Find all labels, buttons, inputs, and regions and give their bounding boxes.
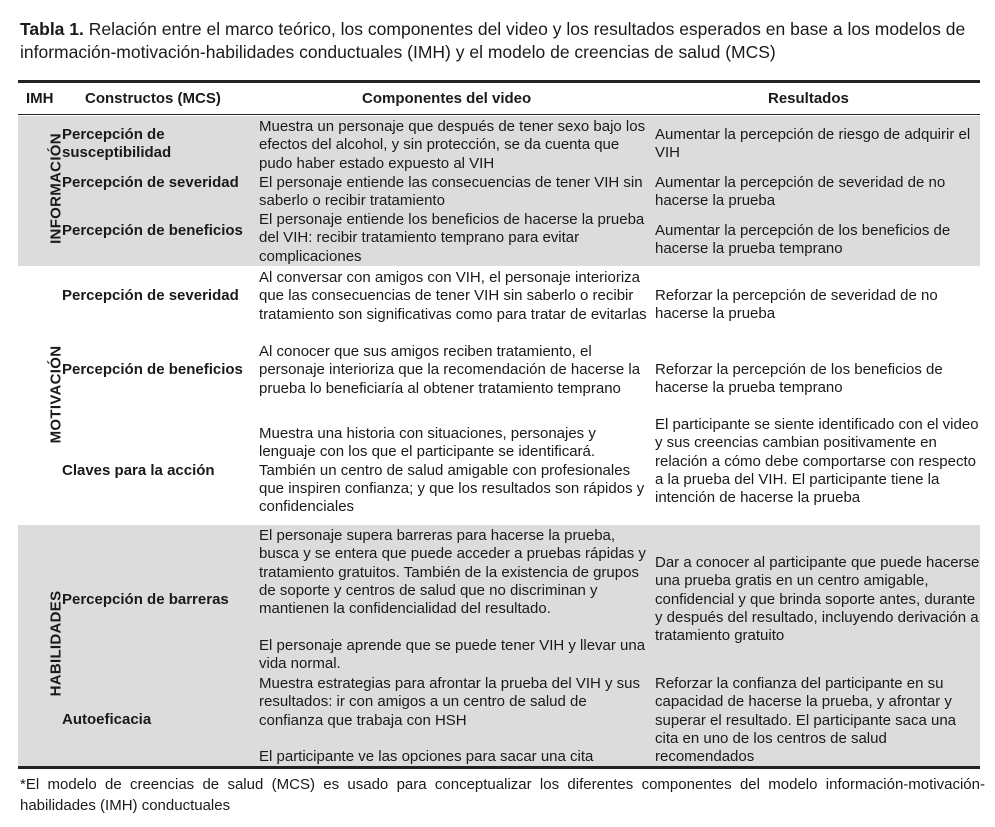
header-resultados: Resultados xyxy=(768,90,849,107)
construct-cell: Percepción de beneficios xyxy=(62,361,243,378)
construct-cell: Percepción de severidad xyxy=(62,174,239,191)
group-label-habilidades: HABILIDADES xyxy=(47,590,65,697)
result-cell: Reforzar la percepción de los beneficios de hacerse la prueba temprano xyxy=(655,361,943,397)
result-cell: El participante se siente identificado con el video y sus creencias cambian positivamente en relación a cómo debe comportarse con respecto a la prueba del VIH. El participante tiene la intención de hacerse la prueba xyxy=(655,416,979,507)
component-cell: El participante ve las opciones para sacar una cita xyxy=(259,748,594,765)
construct-cell: Claves para la acción xyxy=(62,462,215,479)
component-cell: Muestra estrategias para afrontar la prueba del VIH y sus resultados: ir con amigos a un centro de salud de confianza que trabaja con HSH xyxy=(259,675,641,729)
component-cell: Al conversar con amigos con VIH, el personaje interioriza que las consecuencias de tener VIH sin saberlo o recibir tratamiento son significativas como para tratar de evitarlas xyxy=(259,269,647,323)
header-componentes: Componentes del video xyxy=(362,90,532,107)
footnote: *El modelo de creencias de salud (MCS) es usado para conceptualizar los diferentes componentes del modelo información-motivación-habilidades (IMH) conductuales xyxy=(20,776,985,814)
result-cell: Reforzar la confianza del participante en su capacidad de hacerse la prueba, y afrontar y superar el resultado. El participante saca una cita en uno de los centros de salud recomendados xyxy=(655,675,957,766)
result-cell: Aumentar la percepción de los beneficios de hacerse la prueba temprano xyxy=(655,222,951,258)
component-cell: El personaje entiende los beneficios de hacerse la prueba del VIH: recibir tratamiento temprano para evitar complicaciones xyxy=(259,211,645,265)
group-label-motivacion: MOTIVACIÓN xyxy=(47,345,65,444)
component-cell: Al conocer que sus amigos reciben tratamiento, el personaje interioriza que la recomendación de hacerse la prueba lo beneficiaría al obtener tratamiento temprano xyxy=(259,343,641,397)
caption-label: Tabla 1. xyxy=(20,19,84,39)
result-cell: Dar a conocer al participante que puede hacerse una prueba gratis en un centro amigable, confidencial y que brinda soporte antes, durante y después del resultado, incluyendo derivación a tratamiento gratuito xyxy=(655,554,980,645)
table-caption xyxy=(20,18,985,64)
component-cell: Muestra una historia con situaciones, personajes y lenguaje con los que el participante se identificará. También un centro de salud amigable con profesionales que inspiren confianza; y que los resultados son rápidos y confidenciales xyxy=(259,425,645,516)
construct-cell: Percepción de beneficios xyxy=(62,222,243,239)
construct-cell: Percepción de barreras xyxy=(62,591,229,608)
result-cell: Reforzar la percepción de severidad de no hacerse la prueba xyxy=(655,287,938,323)
construct-cell: Percepción de susceptibilidad xyxy=(62,126,172,162)
result-cell: Aumentar la percepción de severidad de no hacerse la prueba xyxy=(655,174,946,210)
bottom-rule xyxy=(18,766,980,769)
construct-cell: Percepción de severidad xyxy=(62,287,239,304)
component-cell: El personaje entiende las consecuencias de tener VIH sin saberlo o recibir tratamiento xyxy=(259,174,643,210)
result-cell: Aumentar la percepción de riesgo de adquirir el VIH xyxy=(655,126,971,162)
construct-cell: Autoeficacia xyxy=(62,711,152,728)
component-cell: Muestra un personaje que después de tener sexo bajo los efectos del alcohol, y sin protección, se da cuenta que pudo haber estado expuesto al VIH xyxy=(259,118,646,172)
header-rule xyxy=(18,114,980,115)
component-cell: El personaje aprende que se puede tener VIH y llevar una vida normal. xyxy=(259,637,646,673)
header-imh: IMH xyxy=(26,90,54,107)
top-rule xyxy=(18,80,980,83)
component-cell: El personaje supera barreras para hacerse la prueba, busca y se entera que puede acceder a pruebas rápidas y tratamiento gratuitos. También de la existencia de grupos de soporte y centros de salud que no discriminan y mantienen la confidencialidad del resultado. xyxy=(259,527,646,618)
header-constructos: Constructos (MCS) xyxy=(85,90,221,107)
caption-text: Relación entre el marco teórico, los componentes del video y los resultados esperados en base a los modelos de información-motivación-habilidades conductuales (IMH) y el modelo de creencias de salud (MCS) xyxy=(20,19,966,62)
group-label-informacion: INFORMACIÓN xyxy=(47,133,65,244)
